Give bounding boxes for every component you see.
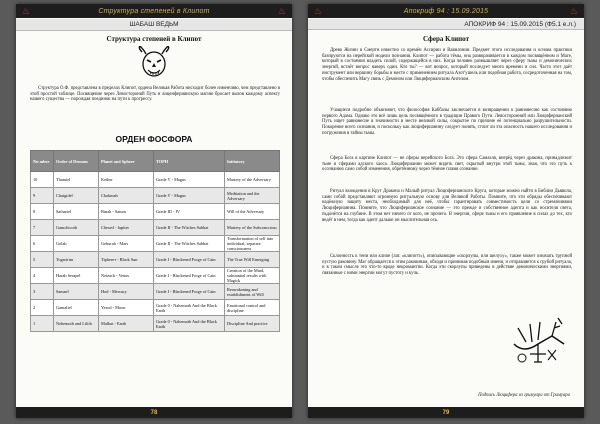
section-title: ОРДЕН ФОСФОРА — [115, 134, 193, 144]
right-header-title: Апокриф 94 : 15.09.2015 — [403, 7, 489, 15]
table-cell: The True Will Emerging — [225, 252, 280, 268]
page-number: 79 — [442, 409, 450, 416]
table-cell: 1 — [31, 316, 54, 332]
table-cell: Creation of the Mind, substantial results with Magick — [225, 268, 280, 284]
table-cell: Grade II - The Witches Sabbat — [154, 236, 225, 252]
table-cell: Tiphereт - Black Sun — [99, 252, 154, 268]
table-cell: Gamaliel — [54, 300, 99, 316]
left-page — [16, 4, 292, 418]
image-caption: Подпись Люцифера из гримуара от Гримуара — [478, 393, 570, 398]
table-cell: 4 — [31, 268, 54, 284]
table-row — [31, 220, 280, 236]
column-header: TOPH — [154, 151, 225, 172]
table-cell: Meditation and the Adversary — [225, 188, 280, 204]
table-row — [31, 172, 280, 188]
paragraph: Учащиеся подробно объясняют, что философия Каббалы заключается в возвращении к равновесию как состоянию первого Адама. Однако это всё лишь цель посвящённого в традиции Правого Пути. Левосторонний или Люциферианский Путь ищет равновесие в значимости в месте великой силы, сокрытое по причине её потенциально разрушительности. Покорение всего сознания, и поскольку как люциферианину следует понять, стоит ли эта опасность нашего исследования и погружения в тайны тьмы. — [322, 108, 572, 136]
table-cell: Will of the Adversary — [225, 204, 280, 220]
table-cell: Grade I - Blackened Forge of Cain — [154, 284, 225, 300]
table-cell: Harab Serapel — [54, 268, 99, 284]
table-row — [31, 300, 280, 316]
table-row — [31, 252, 280, 268]
right-article-title: Сфера Клипот — [422, 35, 470, 43]
table-cell: Chokmah — [99, 188, 154, 204]
table-cell: Nehemoth and Lilith — [54, 316, 99, 332]
table-row — [31, 188, 280, 204]
left-subheader: ШАБАШ ВЕДЬМ — [16, 19, 292, 31]
table-cell: Geburah - Mars — [99, 236, 154, 252]
table-cell: Chesed - Jupiter — [99, 220, 154, 236]
flame-icon: ♨ — [313, 6, 323, 16]
table-cell: 2 — [31, 300, 54, 316]
table-cell: Binah - Saturn — [99, 204, 154, 220]
orders-table — [30, 150, 280, 332]
demon-head-icon — [134, 46, 174, 82]
table-header-row — [31, 151, 280, 172]
table-cell: 8 — [31, 204, 54, 220]
column-header: Planet and Sphere — [99, 151, 154, 172]
lucifer-sigil-icon — [508, 314, 572, 372]
table-cell: Mastery of the Subconscious — [225, 220, 280, 236]
table-row — [31, 268, 280, 284]
paragraph: Склонность к тени или клипе (лат. «клипотт»), описывающие «скорлупы, или шелуху», также может означать трупной пустую раковину. Маг обращается к этим раковинам, обходя и принимая подобным имени, и отправляется к грубой ритуала, и в таком смысле это что-то вроде некромантии. Когда эти скорлупы приведены в действие демоническими энергиями, связанные с ними энергии могут пустоту и кучь. — [322, 254, 572, 277]
table-cell: Reawakening and establishment of Will — [225, 284, 280, 300]
paragraph: Древо Жизни и Смерти известно со времён Ассирии и Вавилонии. Предмет этого исследования и основа практики базируются на иерейской модели познания. Клипот — работа тёмы, она разворачивается в каждом посвящённом и Маге, который в состоянии владеть силой, содержащейся в них. Когда человек размышляет через сферу тьмы и демонических энергий, встаёт вопрос наверх один. Кто ты? — вот вопрос, который последует много времени и сил. Часто этот даёт инструмент или вершину борьбы и место с применением ритуала Азот'ушель или подобная работа, сосредоточенная на том, чтобы обеспечить Магу связь с Демоном или Люциферианским Ангелом. — [322, 48, 572, 82]
table-cell: Grade II - The Witches Sabbat — [154, 220, 225, 236]
table-cell: Discipline And practice — [225, 316, 280, 332]
table-cell: Grade V - Magus — [154, 188, 225, 204]
paragraph: Ритуал вхождения в Круг Дракона и Малый ритуал Люциферианского Круга, которые можно найти в Библии Дьявола, сами собой представляют огромную ритуальную основу для Великой Работы. Помните, что эти обряды обеспечивают надёжную защиту места, необходимый для неё, чтобы гарантировать совместимость цели со стремлениями Люциферианина. Помните, что Люциферианское сознание — это прежде и собственное адепта и как носителя света, пьдонётся на глубине. В этом нет ничего от кого, не прочего. В энергии, сфере тьмы и его проявление в силах до тех, кто ведёт в нем, тогда как адепт дальше он мыслительная ось. — [322, 189, 572, 223]
table-cell: 3 — [31, 284, 54, 300]
table-cell: 9 — [31, 188, 54, 204]
table-cell: Grade III - IV — [154, 204, 225, 220]
table-cell: Mastery of the Adversary — [225, 172, 280, 188]
table-cell: Hod - Mercury — [99, 284, 154, 300]
table-cell: Emotional control and discipline — [225, 300, 280, 316]
table-row — [31, 204, 280, 220]
table-cell: Grade I - Blackened Forge of Cain — [154, 268, 225, 284]
page-number: 78 — [150, 409, 158, 416]
table-cell: Thamiel — [54, 172, 99, 188]
right-footer — [308, 407, 584, 418]
column-header: Order of Demons — [54, 151, 99, 172]
table-row — [31, 284, 280, 300]
table-cell: Malkut - Earth — [99, 316, 154, 332]
table-cell: Sathariel — [54, 204, 99, 220]
table-cell: Gamchicoth — [54, 220, 99, 236]
table-cell: Golab — [54, 236, 99, 252]
flame-icon: ♨ — [21, 6, 31, 16]
table-cell: 7 — [31, 220, 54, 236]
right-subheader: АПОКРИФ 94 : 15.09.2015 (Ф5.1 е.л.) — [308, 19, 584, 30]
left-article-title: Структура степеней в Клипот — [106, 35, 202, 43]
column-header: Initiatory — [225, 151, 280, 172]
table-cell: Grade V - Magus — [154, 172, 225, 188]
table-cell: 5 — [31, 252, 54, 268]
table-row — [31, 236, 280, 252]
table-cell: 6 — [31, 236, 54, 252]
column-header: Nu mber — [31, 151, 54, 172]
left-header-title: Структура степеней в Клипот — [98, 7, 210, 15]
flame-icon: ♨ — [277, 6, 287, 16]
table-cell: Togaririm — [54, 252, 99, 268]
right-page — [308, 4, 584, 418]
left-intro: Структура О.Ф. представлена в пределах Клипот, ордена Великая Работа нисходит более изменчиво, чем представлено в этой простой таблице. Посвящение через Левостороний Путь и лиценфериянскую магию бросает вызов каждому аспекту нашего существа — порождая поединок на пути к прогрессу. — [30, 86, 280, 103]
table-cell: Chaigidel — [54, 188, 99, 204]
table-cell: 10 — [31, 172, 54, 188]
table-cell: Grade I - Blackened Forge of Cain — [154, 252, 225, 268]
table-cell: Grade 0 - Nahemoth And the Black Earth — [154, 316, 225, 332]
table-cell: Yesod - Moon — [99, 300, 154, 316]
flame-icon: ♨ — [569, 6, 579, 16]
paragraph: Сфера Бога в картине Клипот — не сферы иерейского Бога. Это сфера Самаэля, вперёд через дракона, принадлежит тьме и сферами адского хаоса. Люциферианин может видеть свет, скрытый внутри этой тьмы, зная, что это путь к осознанию само собой изменения, обретённому через тёмное пламя сознание. — [322, 156, 572, 173]
table-cell: Netzach - Venus — [99, 268, 154, 284]
table-cell: Kether — [99, 172, 154, 188]
table-cell: Transformation of self into individual, separate consciousness — [225, 236, 280, 252]
table-cell: Grade 0 - Nahemoth And the Black Earth — [154, 300, 225, 316]
table-cell: Samael — [54, 284, 99, 300]
right-header-bar — [308, 4, 584, 18]
table-row — [31, 316, 280, 332]
left-footer — [16, 407, 292, 418]
left-header-bar — [16, 4, 292, 18]
